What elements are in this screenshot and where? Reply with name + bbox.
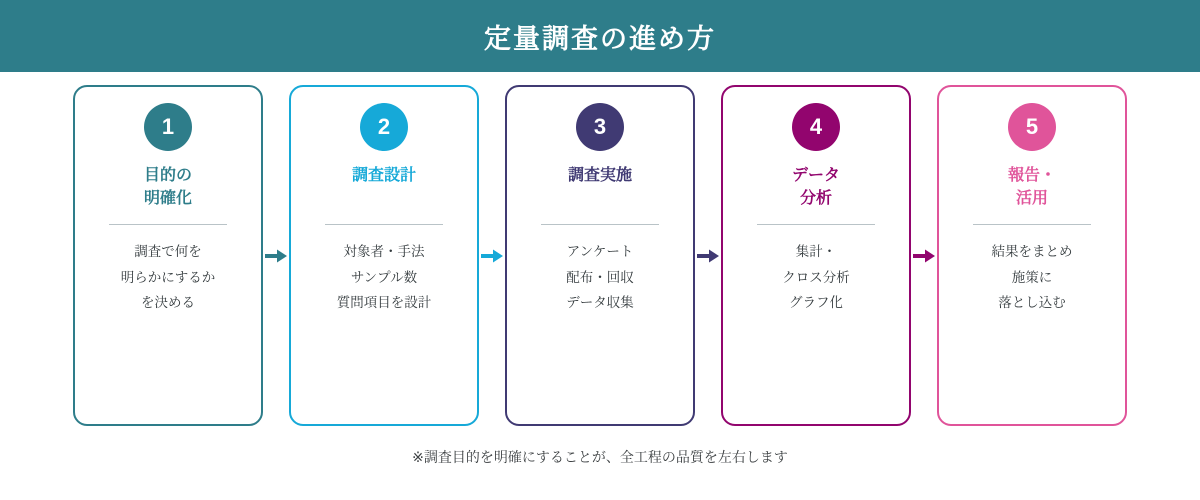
step-divider-2 — [325, 224, 443, 225]
step-description-1 — [121, 239, 216, 316]
step-card-5[interactable] — [937, 85, 1127, 426]
arrow-right-icon — [265, 249, 287, 262]
step-desc-line: クロス分析 — [782, 269, 850, 285]
step-title-line: 報告・ — [1007, 167, 1056, 184]
step-desc-line: 質問項目を設計 — [336, 295, 432, 311]
step-desc-line: 結果をまとめ — [991, 244, 1073, 259]
step-number-badge-2: 2 — [360, 103, 408, 151]
step-description-5 — [992, 239, 1073, 316]
step-desc-line: 落とし込む — [998, 295, 1066, 311]
step-number-badge-5: 5 — [1008, 103, 1056, 151]
step-divider-5 — [973, 224, 1091, 225]
step-card-3[interactable] — [505, 85, 695, 426]
step-divider-3 — [541, 224, 659, 225]
flow-arrow-2 — [479, 85, 505, 426]
step-desc-line: を決める — [141, 295, 195, 311]
step-desc-line: サンプル数 — [350, 269, 418, 285]
step-description-2 — [337, 239, 432, 316]
step-title-line: 調査設計 — [351, 167, 416, 184]
flow-arrow-4 — [911, 85, 937, 426]
step-title-line: 調査実施 — [567, 167, 632, 184]
step-divider-4 — [757, 224, 875, 225]
step-desc-line: 対象者・手法 — [343, 244, 425, 259]
step-desc-line: 施策に — [1011, 269, 1053, 285]
page-title: 定量調査の進め方 — [484, 23, 716, 54]
step-card-4[interactable] — [721, 85, 911, 426]
step-title-5 — [1008, 164, 1056, 212]
flow-arrow-3 — [695, 85, 721, 426]
step-desc-line: 明らかにするか — [120, 269, 216, 285]
step-title-4 — [792, 164, 840, 212]
step-title-3 — [568, 164, 632, 212]
step-title-line: 明確化 — [143, 190, 192, 208]
step-divider-1 — [109, 224, 227, 225]
step-title-line: 分析 — [799, 190, 832, 208]
step-desc-line: 配布・回収 — [566, 269, 634, 285]
step-desc-line: 調査で何を — [134, 244, 202, 259]
step-title-line: 活用 — [1015, 190, 1048, 208]
step-card-1[interactable] — [73, 85, 263, 426]
step-number-badge-1: 1 — [144, 103, 192, 151]
step-number-badge-3: 3 — [576, 103, 624, 151]
step-title-line: データ — [791, 167, 840, 184]
step-description-4 — [782, 239, 850, 316]
step-title-2 — [352, 164, 416, 212]
arrow-right-icon — [481, 249, 503, 262]
step-card-2[interactable] — [289, 85, 479, 426]
process-flow — [0, 85, 1200, 430]
header-bar — [0, 0, 1200, 72]
footnote-text: ※調査目的を明確にすることが、全工程の品質を左右します — [412, 449, 788, 465]
arrow-right-icon — [913, 249, 935, 262]
step-desc-line: アンケート — [566, 244, 634, 259]
flow-arrow-1 — [263, 85, 289, 426]
step-title-1 — [144, 164, 192, 212]
step-title-line: 目的の — [143, 167, 192, 184]
step-desc-line: 集計・ — [795, 244, 837, 259]
step-desc-line: グラフ化 — [789, 295, 843, 311]
step-number-badge-4: 4 — [792, 103, 840, 151]
arrow-right-icon — [697, 249, 719, 262]
step-description-3 — [566, 239, 634, 316]
step-desc-line: データ収集 — [566, 295, 634, 311]
